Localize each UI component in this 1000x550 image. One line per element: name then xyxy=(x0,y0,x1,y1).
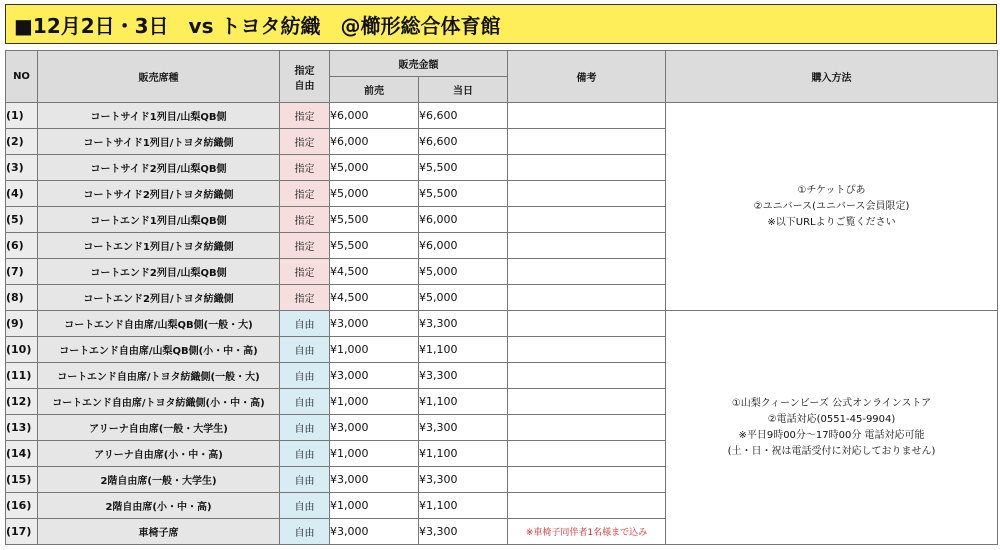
row-no: (13) xyxy=(6,415,38,441)
row-advance: ¥4,500 xyxy=(330,259,419,285)
row-sameday: ¥1,100 xyxy=(419,493,508,519)
row-sameday: ¥3,300 xyxy=(419,363,508,389)
header-type-line1: 指定 xyxy=(294,65,315,77)
row-note xyxy=(508,493,666,519)
purchase-method-line: ①チケットぴあ xyxy=(797,184,866,196)
row-note xyxy=(508,441,666,467)
row-type: 自由 xyxy=(280,441,330,467)
header-no: NO xyxy=(6,51,38,103)
page-title: ■12月2日・3日 vs トヨタ紡織 @櫛形総合体育館 xyxy=(5,4,997,44)
row-advance: ¥5,500 xyxy=(330,233,419,259)
row-no: (14) xyxy=(6,441,38,467)
row-no: (16) xyxy=(6,493,38,519)
header-purchase: 購入方法 xyxy=(666,51,998,103)
row-type: 指定 xyxy=(280,129,330,155)
row-type: 自由 xyxy=(280,519,330,545)
row-no: (2) xyxy=(6,129,38,155)
row-sameday: ¥6,600 xyxy=(419,103,508,129)
row-sameday: ¥3,300 xyxy=(419,467,508,493)
row-seat: コートエンド2列目/トヨタ紡織側 xyxy=(38,285,280,311)
row-seat: コートサイド2列目/山梨QB側 xyxy=(38,155,280,181)
row-no: (3) xyxy=(6,155,38,181)
row-sameday: ¥6,000 xyxy=(419,233,508,259)
row-type: 自由 xyxy=(280,389,330,415)
row-seat: 車椅子席 xyxy=(38,519,280,545)
row-type: 自由 xyxy=(280,311,330,337)
purchase-method-line: ①山梨クィーンビーズ 公式オンラインストア xyxy=(731,397,932,409)
row-note xyxy=(508,467,666,493)
row-note xyxy=(508,415,666,441)
row-type: 指定 xyxy=(280,285,330,311)
row-advance: ¥1,000 xyxy=(330,441,419,467)
row-type: 自由 xyxy=(280,415,330,441)
row-sameday: ¥1,100 xyxy=(419,389,508,415)
row-seat: 2階自由席(一般・大学生) xyxy=(38,467,280,493)
header-type-line2: 自由 xyxy=(294,80,315,92)
purchase-method-group-2 xyxy=(666,311,998,545)
row-note xyxy=(508,311,666,337)
row-advance: ¥1,000 xyxy=(330,389,419,415)
row-note xyxy=(508,103,666,129)
purchase-method-line: ②電話対応(0551-45-9904) xyxy=(767,413,896,425)
row-sameday: ¥6,000 xyxy=(419,207,508,233)
row-sameday: ¥1,100 xyxy=(419,337,508,363)
row-type: 指定 xyxy=(280,155,330,181)
row-seat: コートエンド2列目/山梨QB側 xyxy=(38,259,280,285)
row-no: (11) xyxy=(6,363,38,389)
row-no: (8) xyxy=(6,285,38,311)
row-note xyxy=(508,233,666,259)
row-no: (15) xyxy=(6,467,38,493)
row-no: (7) xyxy=(6,259,38,285)
purchase-method-group-1 xyxy=(666,103,998,311)
row-note xyxy=(508,155,666,181)
row-no: (5) xyxy=(6,207,38,233)
row-seat: コートエンド自由席/山梨QB側(一般・大) xyxy=(38,311,280,337)
row-type: 自由 xyxy=(280,467,330,493)
row-note xyxy=(508,285,666,311)
row-seat: コートサイド1列目/トヨタ紡織側 xyxy=(38,129,280,155)
row-type: 自由 xyxy=(280,493,330,519)
row-advance: ¥6,000 xyxy=(330,129,419,155)
row-seat: アリーナ自由席(一般・大学生) xyxy=(38,415,280,441)
row-sameday: ¥1,100 xyxy=(419,441,508,467)
row-sameday: ¥5,000 xyxy=(419,259,508,285)
row-note: ※車椅子同伴者1名様まで込み xyxy=(508,519,666,545)
row-advance: ¥3,000 xyxy=(330,519,419,545)
row-note xyxy=(508,389,666,415)
row-no: (12) xyxy=(6,389,38,415)
row-advance: ¥6,000 xyxy=(330,103,419,129)
row-no: (10) xyxy=(6,337,38,363)
row-seat: コートエンド1列目/トヨタ紡織側 xyxy=(38,233,280,259)
row-advance: ¥3,000 xyxy=(330,311,419,337)
row-note xyxy=(508,129,666,155)
row-advance: ¥3,000 xyxy=(330,467,419,493)
row-note xyxy=(508,207,666,233)
row-type: 自由 xyxy=(280,363,330,389)
row-advance: ¥4,500 xyxy=(330,285,419,311)
header-price-group: 販売金額 xyxy=(330,51,508,77)
row-sameday: ¥3,300 xyxy=(419,415,508,441)
row-advance: ¥5,500 xyxy=(330,207,419,233)
row-advance: ¥5,000 xyxy=(330,181,419,207)
row-advance: ¥3,000 xyxy=(330,415,419,441)
header-type xyxy=(280,51,330,103)
row-seat: コートエンド自由席/トヨタ紡織側(小・中・高) xyxy=(38,389,280,415)
row-type: 指定 xyxy=(280,181,330,207)
row-seat: 2階自由席(小・中・高) xyxy=(38,493,280,519)
row-seat: コートエンド自由席/山梨QB側(小・中・高) xyxy=(38,337,280,363)
header-notes: 備考 xyxy=(508,51,666,103)
purchase-method-line: (土・日・祝は電話受付に対応しておりません) xyxy=(727,445,936,457)
row-sameday: ¥6,600 xyxy=(419,129,508,155)
table-row xyxy=(6,311,998,337)
row-seat: アリーナ自由席(小・中・高) xyxy=(38,441,280,467)
row-sameday: ¥3,300 xyxy=(419,311,508,337)
row-no: (17) xyxy=(6,519,38,545)
row-no: (1) xyxy=(6,103,38,129)
row-type: 指定 xyxy=(280,207,330,233)
row-type: 自由 xyxy=(280,337,330,363)
row-type: 指定 xyxy=(280,103,330,129)
row-type: 指定 xyxy=(280,259,330,285)
row-type: 指定 xyxy=(280,233,330,259)
row-sameday: ¥5,500 xyxy=(419,155,508,181)
row-note xyxy=(508,363,666,389)
header-advance: 前売 xyxy=(330,77,419,103)
ticket-price-table xyxy=(5,50,998,545)
row-sameday: ¥5,000 xyxy=(419,285,508,311)
row-seat: コートサイド1列目/山梨QB側 xyxy=(38,103,280,129)
row-no: (9) xyxy=(6,311,38,337)
row-note xyxy=(508,259,666,285)
table-row xyxy=(6,103,998,129)
row-advance: ¥1,000 xyxy=(330,337,419,363)
row-note xyxy=(508,181,666,207)
row-sameday: ¥5,500 xyxy=(419,181,508,207)
row-no: (4) xyxy=(6,181,38,207)
row-advance: ¥3,000 xyxy=(330,363,419,389)
row-sameday: ¥3,300 xyxy=(419,519,508,545)
row-advance: ¥1,000 xyxy=(330,493,419,519)
row-seat: コートサイド2列目/トヨタ紡織側 xyxy=(38,181,280,207)
header-seat: 販売席種 xyxy=(38,51,280,103)
purchase-method-line: ※平日9時00分〜17時00分 電話対応可能 xyxy=(738,429,925,441)
purchase-method-line: ※以下URLよりご覧ください xyxy=(767,216,896,228)
purchase-method-line: ②ユニバース(ユニバース会員限定) xyxy=(753,200,910,212)
row-advance: ¥5,000 xyxy=(330,155,419,181)
row-no: (6) xyxy=(6,233,38,259)
row-seat: コートエンド1列目/山梨QB側 xyxy=(38,207,280,233)
header-sameday: 当日 xyxy=(419,77,508,103)
row-seat: コートエンド自由席/トヨタ紡織側(一般・大) xyxy=(38,363,280,389)
row-note xyxy=(508,337,666,363)
